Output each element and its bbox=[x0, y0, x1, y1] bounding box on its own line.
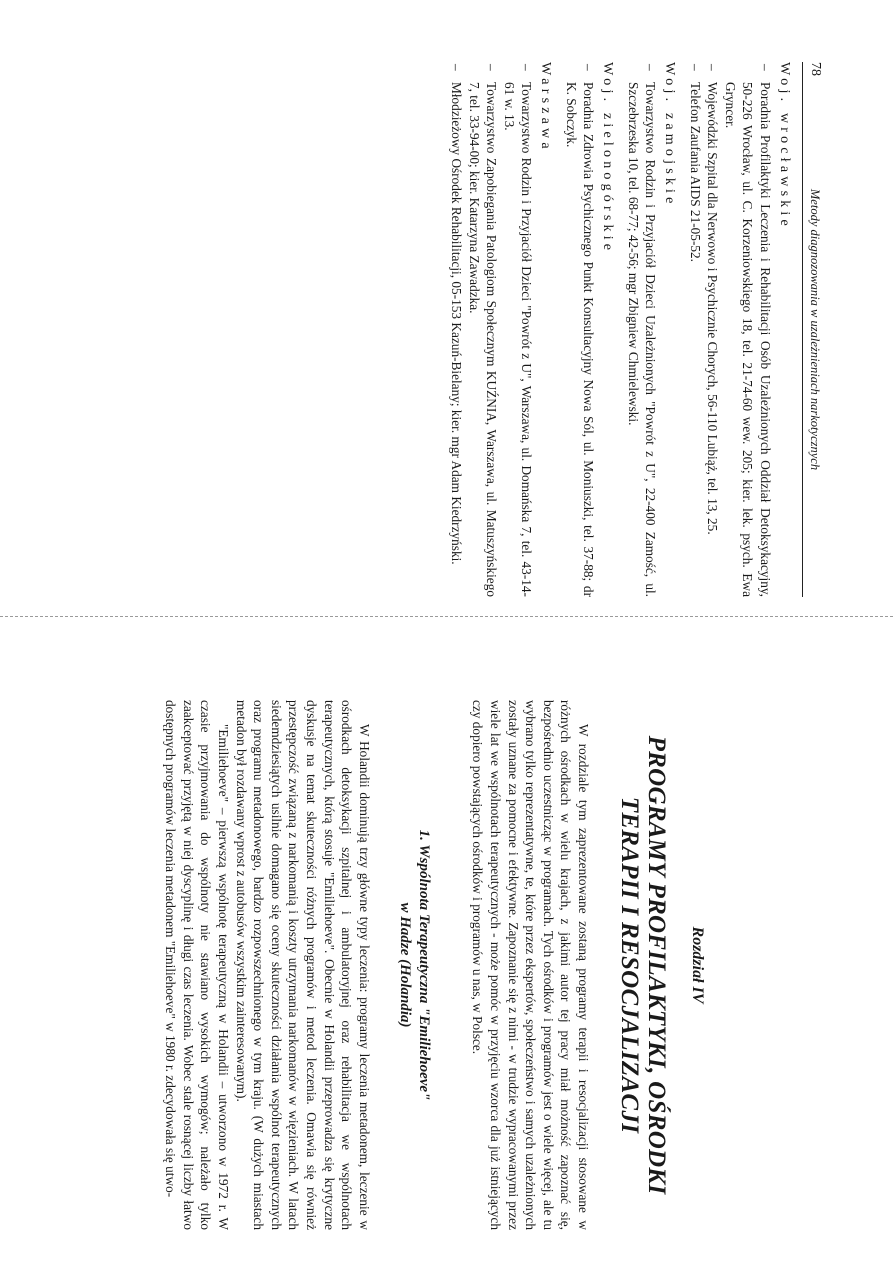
chapter-title-line: PROGRAMY PROFILAKTYKI, OŚRODKI bbox=[643, 735, 670, 1195]
region-heading-warszawa: Warszawa bbox=[538, 62, 554, 153]
list-item bbox=[722, 62, 775, 597]
region-heading-zielonogorskie: Woj. zielonogórskie bbox=[600, 62, 616, 255]
entry-text: Towarzystwo Rodzin i Przyjaciół Dzieci "Powrót z U", Warszawa, ul. Domańska 7, tel. 43-14-61 w. 13. bbox=[502, 82, 535, 597]
entry-text: Towarzystwo Zapobiegania Patologiom Społecznym KUŹNIA, Warszawa, ul. Matuszyńskiego 7, tel. 33-94-00; kier. Katarzyna Zawadzka. bbox=[467, 82, 500, 597]
entry-list-zamojskie bbox=[625, 62, 660, 597]
dash-bullet: – bbox=[449, 64, 465, 71]
list-item bbox=[687, 62, 705, 597]
list-item bbox=[563, 62, 598, 597]
dash-bullet: – bbox=[705, 64, 721, 71]
section-heading bbox=[395, 700, 433, 1230]
entry-text: Młodzieżowy Ośrodek Rehabilitacji, 05-153 Kazuń-Bielany; kier. mgr Adam Kiedrzyński. bbox=[449, 82, 465, 565]
list-item bbox=[448, 62, 466, 597]
dash-bullet: – bbox=[643, 64, 659, 71]
region-heading-zamojskie: Woj. zamojskie bbox=[662, 62, 678, 208]
entry-text: Poradnia Profilaktyki Leczenia i Rehabilitacji Osób Uzależnionych Oddział Detoksykacyjny, 50-226 Wrocław, ul. C. Korzeniowskiego 18, tel. 21-74-60 wew. 205; kier. lek. psych. Ewa Gryncer. bbox=[723, 82, 773, 597]
list-item bbox=[704, 62, 722, 597]
page-fold-divider bbox=[0, 616, 893, 617]
upper-page bbox=[363, 62, 823, 597]
section-heading-line: w Hadze (Holandia) bbox=[396, 902, 413, 1028]
chapter-title-line: TERAPII I RESOCJALIZACJI bbox=[616, 796, 643, 1134]
intro-paragraph: W rozdziale tym zaprezentowane zostaną programy terapii i resocjalizacji stosowane w różnych ośrodkach w wielu krajach, z jakimi autor tej pracy miał możność zapoznać się, bezpośrednio uczestnicząc w programach. Tych ośrodków i programów jest o wiele więcej, ale tu wybrano tylko reprezentatywne, te, które przez ekspertów, społeczeństwo i samych uzależnionych zostały uznane za pomocne i efektywne. Zapoznanie się z nimi - w trudzie wypracowanymi przez wiele lat we wspólnotach terapeutycznych - może pomóc w przyjęciu wzorca dla już istniejących czy dopiero powstających ośrodków i programów u nas, w Polsce. bbox=[470, 700, 591, 1230]
chapter-label: Rozdział IV bbox=[689, 926, 706, 1004]
running-header-title: Metody diagnozowania w uzależnieniach narkotycznych bbox=[808, 188, 822, 471]
dash-bullet: – bbox=[484, 64, 500, 71]
dash-bullet: – bbox=[519, 64, 535, 71]
chapter-title bbox=[616, 700, 670, 1230]
entry-list-warszawa bbox=[448, 62, 536, 597]
entry-text: Poradnia Zdrowia Psychicznego Punkt Konsultacyjny Nowa Sól, ul. Moniuszki, tel. 37-88; dr K. Sobczyk. bbox=[564, 82, 597, 597]
list-item bbox=[501, 62, 536, 597]
entry-text: Wojewódzki Szpital dla Nerwowo i Psychicznie Chorych, 56-110 Lubiąż, tel. 13, 25. bbox=[705, 82, 721, 535]
section-heading-line: 1. Wspólnota Terapeutyczna "Emiliehoeve" bbox=[415, 829, 432, 1101]
page-number: 78 bbox=[808, 62, 823, 76]
list-item bbox=[625, 62, 660, 597]
body-paragraph: W Holandii dominują trzy główne typy leczenia: programy leczenia metadonem, leczenie w ośrodkach detoksykacji szpitalnej i ambulatoryjnej oraz rehabilitacja we wspólnotach terapeutycznych, którą stosuje "Emiliehoeve". Obecnie w Holandii przeprowadza się krytyczne dyskusje na temat skuteczności różnych programów i metod leczenia. Omawia się również przestępczość związaną z narkomanią i koszty utrzymania narkomanów w więzieniach. W latach siedemdziesiątych usilnie domagano się oceny skuteczności działania wspólnot terapeutycznych oraz programu metadonowego, bardzo rozpowszechnionego w tym kraju. (W dużych miastach metadon był rozdawany wprost z autobusów wszystkim zainteresowanym). bbox=[233, 700, 372, 1230]
dash-bullet: – bbox=[758, 64, 773, 71]
lower-page bbox=[46, 700, 706, 1230]
entry-list-zielonogorskie bbox=[563, 62, 598, 597]
entry-text: Telefon Zaufania AIDS 21-05-52. bbox=[688, 82, 703, 263]
dash-bullet: – bbox=[581, 64, 597, 71]
body-paragraph: "Emiliehoeve" – pierwszą wspólnotę terapeutyczną w Holandii – utworzono w 1972 r. W czasie przyjmowania do wspólnoty nie stawiano wysokich wymogów; należało tylko zaakceptować przyjętą w niej dyscyplinę i długi czas leczenia. Wobec stale rosnącej liczby łatwo dostępnych programów leczenia metadonem "Emiliehoeve" w 1980 r. zdecydowała się utwo- bbox=[163, 700, 232, 1230]
entry-text: Towarzystwo Rodzin i Przyjaciół Dzieci Uzależnionych "Powrót z U", 22-400 Zamość, ul. Szczebrzeska 10, tel. 68-77; 42-56; mgr Zbigniew Chmielewski. bbox=[626, 82, 659, 597]
running-header bbox=[802, 62, 823, 597]
list-item bbox=[466, 62, 501, 597]
region-heading-wroclawskie: Woj. wrocławskie bbox=[777, 62, 792, 230]
dash-bullet: – bbox=[688, 64, 703, 71]
entry-list-wroclawskie bbox=[687, 62, 775, 597]
